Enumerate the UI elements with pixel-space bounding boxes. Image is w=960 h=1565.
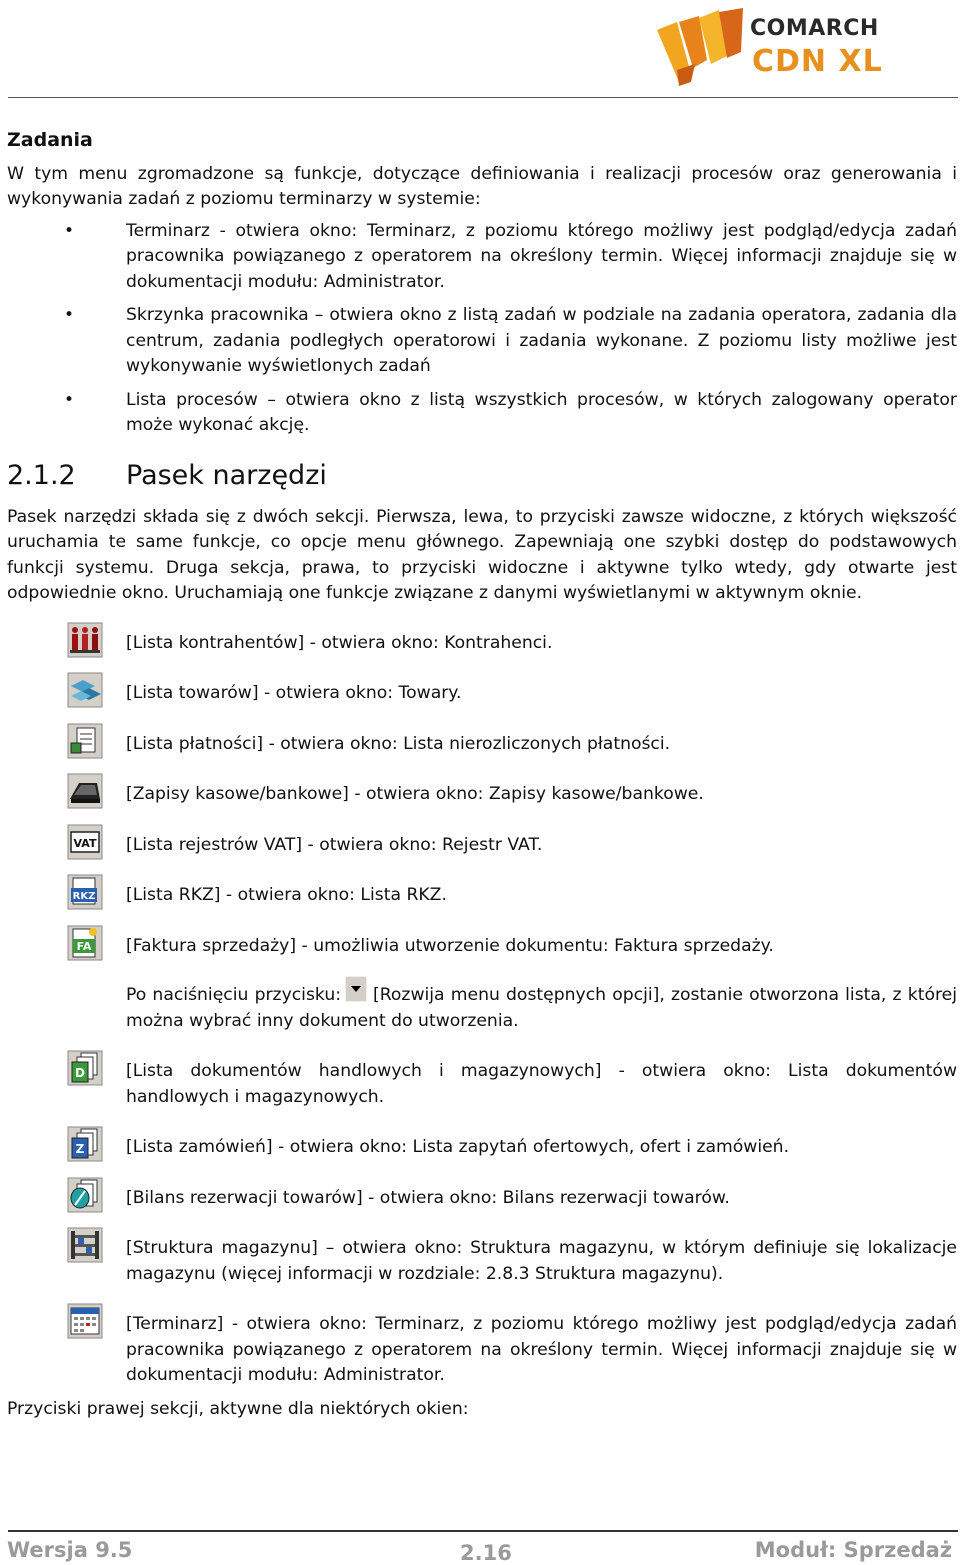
svg-text:Z: Z [75, 1142, 85, 1156]
cash-bank-icon [67, 773, 103, 809]
tool-description: [Zapisy kasowe/bankowe] - otwiera okno: Zapisy kasowe/bankowe. [126, 784, 704, 804]
payments-icon [67, 723, 103, 759]
footer-module: Moduł: Sprzedaż [754, 1538, 952, 1562]
closing-text: Przyciski prawej sekcji, aktywne dla niektórych okien: [7, 1398, 469, 1419]
tool-description: [Lista RKZ] - otwiera okno: Lista RKZ. [126, 885, 447, 905]
svg-text:VAT: VAT [73, 836, 97, 850]
comarch-logo [655, 8, 885, 90]
tool-description: [Lista dokumentów handlowych i magazynowych] - otwiera okno: Lista dokumentów handlowych i magazynowych. [126, 1061, 957, 1107]
rkz-icon [67, 874, 103, 910]
vat-icon [67, 824, 103, 860]
svg-text:D: D [75, 1066, 85, 1080]
bullet-item [7, 388, 957, 439]
tool-item-cash-bank [7, 782, 957, 808]
tool-item-payments [7, 732, 957, 758]
footer-page-number: 2.16 [460, 1541, 512, 1565]
bullet-list [7, 219, 957, 439]
contractors-icon [67, 622, 103, 658]
bullet-text: Lista procesów – otwiera okno z listą wszystkich procesów, w których zalogowany operator może wykonać akcję. [126, 389, 957, 435]
tool-item-reservations [7, 1186, 957, 1212]
subsection-heading [7, 459, 957, 493]
tool-description: [Lista rejestrów VAT] - otwiera okno: Rejestr VAT. [126, 834, 543, 855]
dropdown-note-suffix: [Rozwija menu dostępnych opcji], zostanie otworzona lista, z której można wybrać inny dokument do utworzenia. [126, 985, 957, 1031]
tool-description: [Lista kontrahentów] - otwiera okno: Kontrahenci. [126, 632, 553, 653]
svg-text:RKZ: RKZ [72, 891, 96, 902]
bullet-item [7, 303, 957, 380]
bullet-icon: • [64, 305, 75, 325]
tool-description: [Terminarz] - otwiera okno: Terminarz, z poziomu którego możliwy jest podgląd/edycja zadań pracownika powiązanego z operatorem na określony termin. Więcej informacji znajduje się w dokumentacji modułu: Administrator. [126, 1314, 957, 1385]
logo-company-name: COMARCH [750, 16, 879, 41]
tool-description: [Lista płatności] - otwiera okno: Lista nierozliczonych płatności. [126, 733, 671, 754]
section-heading: Zadania [7, 129, 93, 151]
tool-description: [Lista zamówień] - otwiera okno: Lista zapytań ofertowych, ofert i zamówień. [126, 1137, 790, 1157]
subsection-intro: Pasek narzędzi składa się z dwóch sekcji. Pierwsza, lewa, to przyciski zawsze widoczne, z których większość uruchamia te same funkcje, co opcje menu głównego. Zapewniają one szybki dostęp do podstawowych funkcji systemu. Druga sekcja, prawa, to przyciski widoczne i aktywne tylko wtedy, gdy otwarte jest odpowiednie okno. Uruchamiają one funkcje związane z danymi wyświetlanymi w aktywnym oknie. [7, 506, 957, 603]
bullet-icon: • [64, 389, 75, 410]
tool-item-invoice [7, 934, 957, 960]
tool-item-calendar [7, 1312, 957, 1389]
orders-icon [67, 1126, 103, 1162]
tool-description: [Bilans rezerwacji towarów] - otwiera okno: Bilans rezerwacji towarów. [126, 1187, 730, 1208]
tool-item-rkz [7, 883, 957, 909]
footer-divider [8, 1530, 958, 1532]
tool-item-vat [7, 833, 957, 859]
dropdown-arrow-icon [345, 976, 367, 1002]
documents-icon [67, 1050, 103, 1086]
bullet-item [7, 219, 957, 296]
bullet-icon: • [64, 220, 75, 241]
bullet-text: Skrzynka pracownika – otwiera okno z listą zadań w podziale na zadania operatora, zadania dla centrum, zadania podległych operatorowi i zadania wykonane. Z poziomu listy możliwe jest wykonywanie wyświetlonych zadań [126, 305, 957, 376]
invoice-icon [67, 925, 103, 961]
reservations-icon [67, 1177, 103, 1213]
warehouse-structure-icon [67, 1227, 103, 1263]
tool-item-documents [7, 1059, 957, 1110]
calendar-icon [67, 1303, 103, 1339]
dropdown-note-prefix: Po naciśnięciu przycisku: [126, 985, 342, 1005]
tool-description: [Faktura sprzedaży] - umożliwia utworzenie dokumentu: Faktura sprzedaży. [126, 935, 774, 956]
tool-item-warehouse-structure [7, 1236, 957, 1287]
logo-product-name: CDN XL [752, 44, 883, 79]
section-intro: W tym menu zgromadzone są funkcje, dotyczące definiowania i realizacji procesów oraz generowania i wykonywania zadań z poziomu terminarzy w systemie: [7, 163, 957, 209]
subsection-title: Pasek narzędzi [126, 459, 327, 491]
document-body [7, 128, 957, 1422]
tool-description: [Lista towarów] - otwiera okno: Towary. [126, 683, 462, 703]
page-header [0, 0, 960, 100]
tool-item-goods [7, 681, 957, 707]
tool-item-orders [7, 1135, 957, 1161]
dropdown-note [7, 976, 957, 1034]
goods-icon [67, 672, 103, 708]
bullet-text: Terminarz - otwiera okno: Terminarz, z poziomu którego możliwy jest podgląd/edycja zadań pracownika powiązanego z operatorem na określony termin. Więcej informacji znajduje się w dokumentacji modułu: Administrator. [126, 220, 957, 292]
subsection-number: 2.1.2 [7, 459, 76, 491]
tool-description: [Struktura magazynu] – otwiera okno: Struktura magazynu, w którym definiuje się lokalizacje magazynu (więcej informacji w rozdziale: 2.8.3 Struktura magazynu). [126, 1238, 957, 1284]
tool-item-contractors [7, 631, 957, 657]
toolbar-button-list [7, 631, 957, 1389]
header-divider [8, 97, 958, 98]
logo-w-mark-icon [655, 8, 747, 88]
svg-text:FA: FA [76, 939, 92, 953]
footer-version: Wersja 9.5 [7, 1538, 133, 1562]
